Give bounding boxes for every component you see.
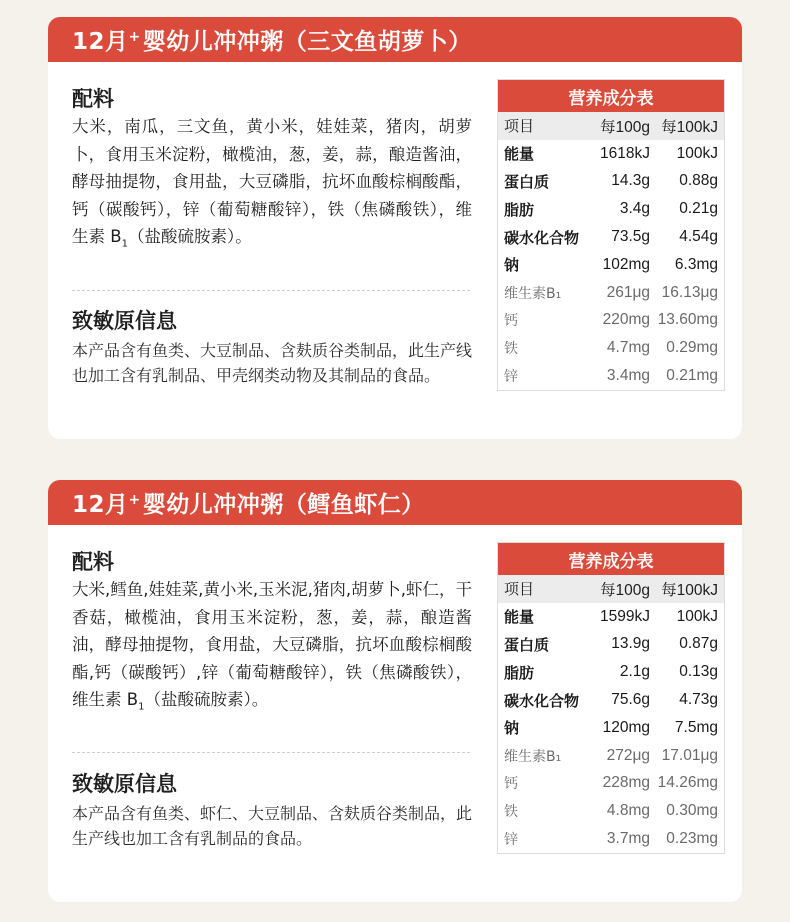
value-per-100g: 3.7mg bbox=[606, 830, 650, 848]
value-per-100kj: 6.3mg bbox=[674, 255, 718, 273]
value-per-100g: 3.4g bbox=[619, 200, 650, 218]
nutrient-name: 铁 bbox=[504, 341, 518, 358]
nutrition-row bbox=[498, 140, 724, 168]
nutrition-row bbox=[498, 603, 724, 631]
value-per-100kj: 4.54g bbox=[679, 228, 718, 246]
value-per-100g: 13.9g bbox=[611, 635, 650, 653]
nutrition-row bbox=[498, 658, 724, 686]
value-per-100g: 228mg bbox=[602, 774, 650, 792]
product-title bbox=[48, 17, 742, 62]
nutrient-name: 蛋白质 bbox=[504, 635, 550, 654]
nutrition-header-cell: 每100g bbox=[600, 118, 650, 136]
nutrition-row bbox=[498, 631, 724, 659]
nutrient-name: 脂肪 bbox=[504, 200, 535, 219]
value-per-100kj: 100kJ bbox=[676, 607, 718, 625]
value-per-100g: 120mg bbox=[602, 718, 650, 736]
value-per-100kj: 16.13μg bbox=[661, 283, 718, 301]
nutrition-header-cell: 每100kJ bbox=[661, 118, 718, 136]
nutrition-row bbox=[498, 686, 724, 714]
value-per-100kj: 17.01μg bbox=[661, 746, 718, 764]
value-per-100kj: 0.23mg bbox=[666, 830, 718, 848]
allergen-heading: 致敏原信息 bbox=[72, 772, 177, 796]
nutrition-row bbox=[498, 168, 724, 196]
value-per-100kj: 0.87g bbox=[679, 635, 718, 653]
value-per-100g: 73.5g bbox=[611, 228, 650, 246]
nutrition-header-cell: 项目 bbox=[504, 580, 535, 599]
nutrition-row bbox=[498, 334, 724, 362]
ingredients-heading: 配料 bbox=[72, 87, 114, 111]
value-per-100g: 1599kJ bbox=[600, 607, 650, 625]
nutrition-header-cell: 项目 bbox=[504, 117, 535, 136]
value-per-100g: 272μg bbox=[606, 746, 650, 764]
value-per-100kj: 0.29mg bbox=[666, 339, 718, 357]
value-per-100kj: 13.60mg bbox=[657, 311, 718, 329]
value-per-100kj: 0.13g bbox=[679, 663, 718, 681]
value-per-100kj: 0.88g bbox=[679, 172, 718, 190]
nutrient-name: 锌 bbox=[504, 832, 518, 849]
nutrition-header-cell: 每100g bbox=[600, 581, 650, 599]
nutrition-header-cell: 每100kJ bbox=[661, 581, 718, 599]
nutrient-name: 钠 bbox=[504, 256, 520, 275]
nutrient-name: 能量 bbox=[504, 145, 535, 164]
value-per-100g: 1618kJ bbox=[600, 144, 650, 162]
ingredients-text: 大米,鳕鱼,娃娃菜,黄小米,玉米泥,猪肉,胡萝卜,虾仁，干香菇，橄榄油，食用玉米淀粉，葱，姜，蒜，酿造酱油，酵母抽提物，食用盐，大豆磷脂，抗坏血酸棕榈酸酯,钙（碳酸钙）,锌（葡萄糖酸锌），铁（焦磷酸铁），维生素 $B_1$（盐酸硫胺素）。 bbox=[72, 580, 472, 713]
title-age: 12月 bbox=[72, 29, 129, 55]
nutrient-name: 能量 bbox=[504, 608, 535, 627]
nutrition-header-row bbox=[498, 112, 724, 140]
nutrition-title: 营养成分表 bbox=[498, 543, 724, 575]
nutrient-name: 钙 bbox=[504, 776, 518, 793]
value-per-100kj: 0.21g bbox=[679, 200, 718, 218]
value-per-100kj: 100kJ bbox=[676, 144, 718, 162]
value-per-100kj: 4.73g bbox=[679, 691, 718, 709]
value-per-100g: 102mg bbox=[602, 255, 650, 273]
allergen-text: 本产品含有鱼类、虾仁、大豆制品、含麸质谷类制品，此生产线也加工含有乳制品的食品。 bbox=[72, 804, 473, 848]
nutrient-name: 蛋白质 bbox=[504, 172, 550, 191]
nutrition-row bbox=[498, 714, 724, 742]
nutrition-header-row bbox=[498, 575, 724, 603]
product-title bbox=[48, 480, 742, 525]
value-per-100g: 261μg bbox=[606, 283, 650, 301]
nutrient-name: 维生素B₁ bbox=[504, 285, 562, 302]
value-per-100g: 75.6g bbox=[611, 691, 650, 709]
ingredients-heading: 配料 bbox=[72, 550, 114, 574]
product-card bbox=[48, 17, 742, 439]
value-per-100kj: 0.30mg bbox=[666, 802, 718, 820]
nutrition-row bbox=[498, 279, 724, 307]
value-per-100g: 4.8mg bbox=[606, 802, 650, 820]
value-per-100kj: 14.26mg bbox=[657, 774, 718, 792]
nutrition-row bbox=[498, 797, 724, 825]
nutrition-row bbox=[498, 251, 724, 279]
value-per-100kj: 0.21mg bbox=[666, 367, 718, 385]
nutrition-row bbox=[498, 223, 724, 251]
nutrition-row bbox=[498, 770, 724, 798]
nutrition-row bbox=[498, 195, 724, 223]
nutrition-table bbox=[497, 79, 725, 391]
nutrition-row bbox=[498, 362, 724, 390]
title-age: 12月 bbox=[72, 492, 129, 518]
nutrition-row bbox=[498, 825, 724, 853]
title-plus: + bbox=[128, 491, 141, 508]
ingredients-text: 大米，南瓜，三文鱼，黄小米，娃娃菜，猪肉，胡萝卜，食用玉米淀粉，橄榄油，葱，姜，蒜，酿造酱油，酵母抽提物，食用盐，大豆磷脂，抗坏血酸棕榈酸酯，钙（碳酸钙），锌（葡萄糖酸锌），铁（焦磷酸铁），维生素 $B_1$（盐酸硫胺素）。 bbox=[72, 117, 472, 250]
section-divider bbox=[72, 752, 470, 753]
nutrient-name: 铁 bbox=[504, 804, 518, 821]
nutrition-table bbox=[497, 542, 725, 854]
title-name: 婴幼儿冲冲粥（鳕鱼虾仁） bbox=[142, 492, 425, 518]
nutrition-row bbox=[498, 307, 724, 335]
nutrient-name: 钙 bbox=[504, 313, 518, 330]
value-per-100g: 14.3g bbox=[611, 172, 650, 190]
nutrient-name: 钠 bbox=[504, 719, 520, 738]
allergen-text: 本产品含有鱼类、大豆制品、含麸质谷类制品，此生产线也加工含有乳制品、甲壳纲类动物及其制品的食品。 bbox=[72, 341, 473, 385]
value-per-100g: 3.4mg bbox=[606, 367, 650, 385]
nutrition-row bbox=[498, 742, 724, 770]
product-card bbox=[48, 480, 742, 902]
value-per-100g: 2.1g bbox=[619, 663, 650, 681]
title-name: 婴幼儿冲冲粥（三文鱼胡萝卜） bbox=[142, 29, 472, 55]
nutrient-name: 碳水化合物 bbox=[504, 691, 580, 710]
value-per-100g: 220mg bbox=[602, 311, 650, 329]
allergen-heading: 致敏原信息 bbox=[72, 309, 177, 333]
section-divider bbox=[72, 290, 470, 291]
title-plus: + bbox=[128, 28, 141, 45]
nutrition-title: 营养成分表 bbox=[498, 80, 724, 112]
nutrient-name: 碳水化合物 bbox=[504, 228, 580, 247]
nutrient-name: 锌 bbox=[504, 369, 518, 386]
nutrient-name: 脂肪 bbox=[504, 663, 535, 682]
value-per-100g: 4.7mg bbox=[606, 339, 650, 357]
value-per-100kj: 7.5mg bbox=[674, 718, 718, 736]
nutrient-name: 维生素B₁ bbox=[504, 748, 562, 765]
